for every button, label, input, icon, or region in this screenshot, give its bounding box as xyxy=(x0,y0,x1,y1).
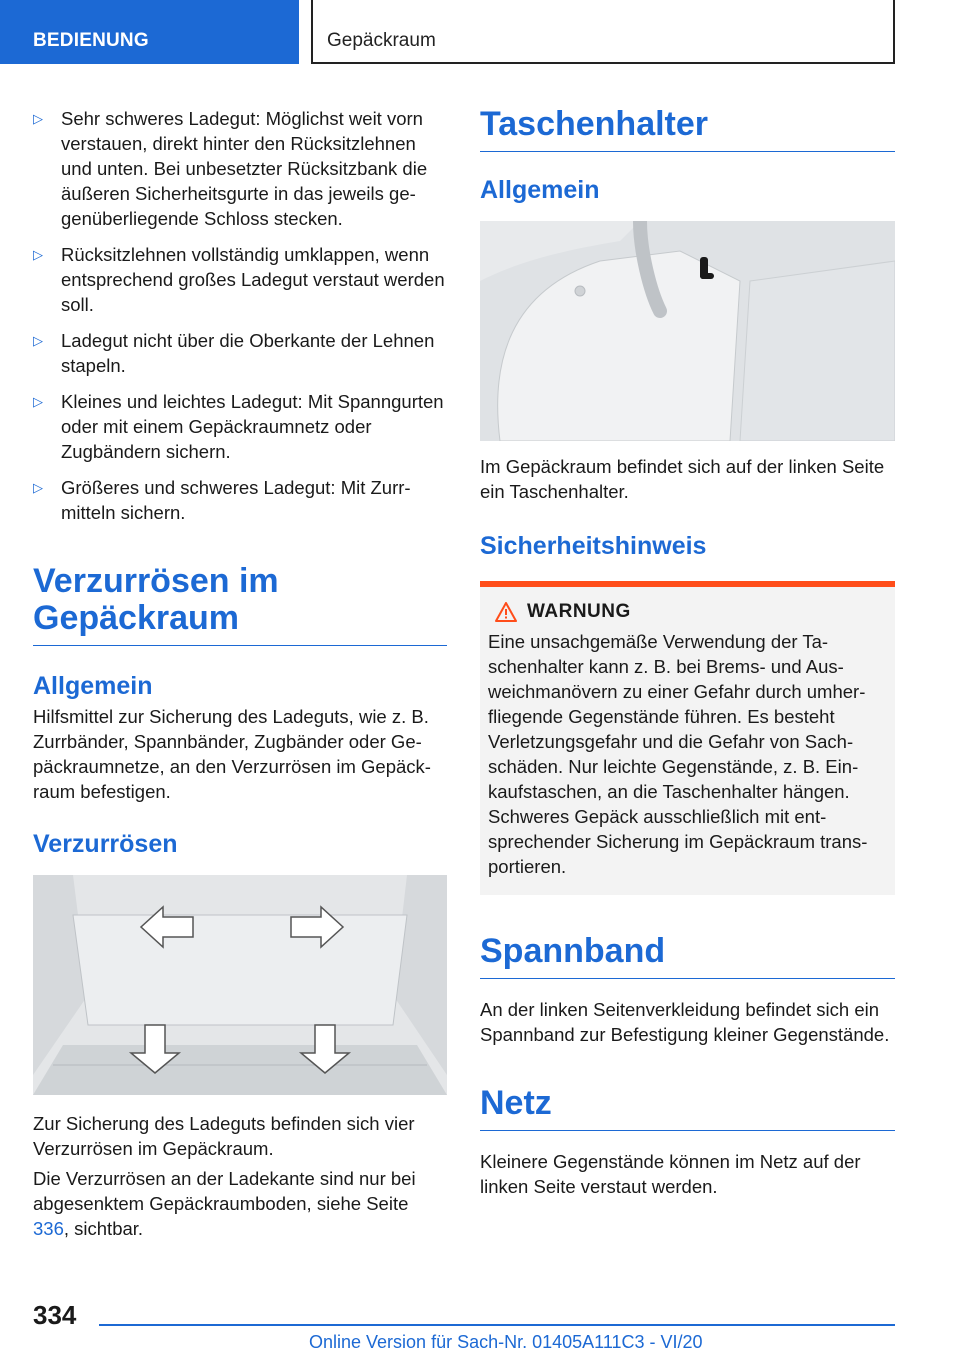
triangle-bullet-icon: ▷ xyxy=(33,333,43,348)
triangle-bullet-icon: ▷ xyxy=(33,394,43,409)
footer-online-version: Online Version für Sach-Nr. 01405A111C3 - VI/20 xyxy=(309,1332,703,1352)
heading-netz: Netz xyxy=(480,1085,895,1131)
spannband-paragraph: An der linken Seitenverkleidung befindet sich ein Spannband zur Befestigung kleiner Gegenstände. xyxy=(480,999,890,1045)
right-column xyxy=(480,106,895,1199)
heading-taschenhalter: Taschenhalter xyxy=(480,106,895,152)
triangle-bullet-icon: ▷ xyxy=(33,480,43,495)
list-item: ▷ Ladegut nicht über die Oberkante der Lehnen stapeln. xyxy=(33,330,435,376)
heading-allgemein-right: Allgemein xyxy=(480,176,600,204)
caption-paragraph-2: Die Verzurrösen an der Ladekante sind nur bei abgesenktem Gepäckraumboden, siehe Seite 336, sichtbar. xyxy=(33,1167,416,1239)
footer-divider xyxy=(99,1324,895,1326)
bag-hook-illustration xyxy=(480,221,895,441)
page-link[interactable]: 336 xyxy=(33,1217,64,1239)
list-item: ▷ Kleines und leichtes Ladegut: Mit Spanngurten oder mit einem Gepäckraumnetz oder Zugbändern sichern. xyxy=(33,391,444,462)
heading-verzurroesen: Verzurrösen im Gepäckraum xyxy=(33,563,333,646)
section-title: Gepäckraum xyxy=(311,0,895,64)
warning-box xyxy=(480,581,895,895)
heading-allgemein: Allgemein xyxy=(33,671,153,700)
heading-spannband: Spannband xyxy=(480,933,895,979)
netz-paragraph: Kleinere Gegenstände können im Netz auf der linken Seite verstaut werden. xyxy=(480,1151,861,1197)
allgemein-paragraph: Hilfsmittel zur Sicherung des Ladeguts, wie z. B. Zurrbänder, Spannbänder, Zugbänder oder Gepäckraumnetze, an den Verzurrösen im Gepäckraum befestigen. xyxy=(33,705,431,802)
triangle-bullet-icon: ▷ xyxy=(33,111,43,126)
heading-sicherheitshinweis: Sicherheitshinweis xyxy=(480,532,707,560)
bag-hook-image xyxy=(480,221,895,441)
warning-text: Eine unsachgemäße Verwendung der Taschenhalter kann z. B. bei Brems- und Ausweichmanövern zu einer Gefahr durch umherfliegende Gegenstände führen. Es besteht Verletzungsgefahr und die Gefahr von Sachschäden. Nur leichte Gegenstände, z. B. Einkaufstaschen, an die Taschenhalter hängen. Schweres Gepäck ausschließlich mit entsprechender Sicherung im Gepäckraum transportieren. xyxy=(488,631,868,877)
page-number: 334 xyxy=(33,1300,77,1330)
trunk-illustration xyxy=(33,875,447,1095)
triangle-bullet-icon: ▷ xyxy=(33,247,43,262)
list-item: ▷ Rücksitzlehnen vollständig umklappen, wenn entsprechend großes Ladegut verstaut werden soll. xyxy=(33,244,445,315)
warning-triangle-icon xyxy=(495,602,517,622)
list-item: ▷ Größeres und schweres Ladegut: Mit Zurrmitteln sichern. xyxy=(33,477,411,523)
chapter-tab: BEDIENUNG xyxy=(0,0,299,64)
heading-verzurroesen-sub: Verzurrösen xyxy=(33,829,178,858)
list-item: ▷ Sehr schweres Ladegut: Möglichst weit vorn verstauen, direkt hinter den Rücksitzlehnen und unten. Bei unbesetzter Rücksitzbank die äußeren Sicherheitsgurte in das jeweils gegenüberliegende Schloss stecken. xyxy=(33,108,428,229)
caption-paragraph-1: Zur Sicherung des Ladeguts befinden sich vier Verzurrösen im Gepäckraum. xyxy=(33,1112,415,1159)
warning-title: WARNUNG xyxy=(527,601,631,622)
taschenhalter-paragraph: Im Gepäckraum befindet sich auf der linken Seite ein Taschenhalter. xyxy=(480,456,885,502)
trunk-lashing-eyes-image xyxy=(33,875,447,1095)
left-column xyxy=(33,106,447,1241)
bullet-list xyxy=(33,106,447,525)
